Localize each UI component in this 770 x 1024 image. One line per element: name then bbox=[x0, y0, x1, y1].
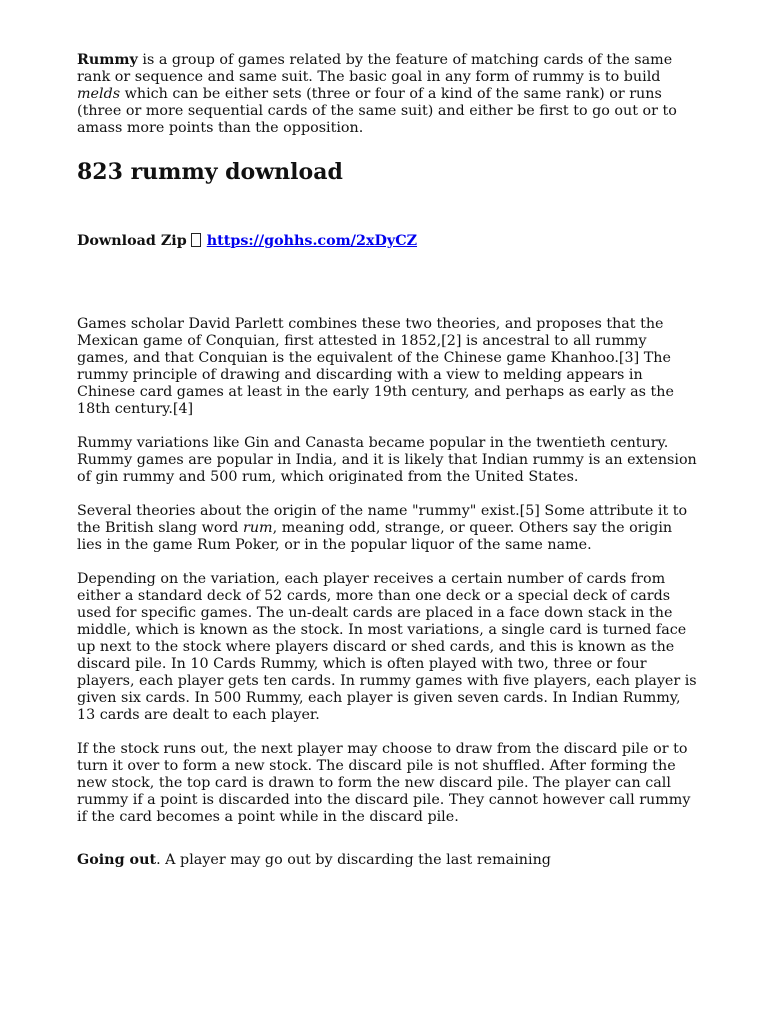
going-out-term: Going out bbox=[77, 852, 157, 868]
origin-rum: rum bbox=[243, 520, 273, 536]
box-icon bbox=[191, 233, 201, 247]
paragraph-origin bbox=[77, 503, 697, 554]
paragraph-dealing: Depending on the variation, each player receives a certain number of cards from either a standard deck of 52 cards, more than one deck or a special deck of cards used for specific games. The un-dealt cards are placed in a face down stack in the middle, which is known as the stock. In most variations, a single card is turned face up next to the stock where players discard or shed cards, and this is known as the discard pile. In 10 Cards Rummy, which is often played with two, three or four players, each player gets ten cards. In rummy games with five players, each player is given six cards. In 500 Rummy, each player is given seven cards. In Indian Rummy, 13 cards are dealt to each player. bbox=[77, 571, 697, 723]
paragraph-going-out bbox=[77, 852, 697, 869]
intro-term: Rummy bbox=[77, 52, 138, 68]
paragraph-variations: Rummy variations like Gin and Canasta became popular in the twentieth century. Rummy games are popular in India, and it is likely that Indian rummy is an extension of gin rummy and 500 rum, which originated from the United States. bbox=[77, 435, 697, 485]
download-label: Download Zip bbox=[77, 233, 187, 249]
document-body bbox=[77, 52, 697, 869]
download-link[interactable]: https://gohhs.com/2xDyCZ bbox=[206, 233, 418, 249]
intro-melds: melds bbox=[77, 86, 121, 102]
paragraph-stock: If the stock runs out, the next player may choose to draw from the discard pile or to turn it over to form a new stock. The discard pile is not shuffled. After forming the new stock, the top card is drawn to form the new discard pile. The player can call rummy if a point is discarded into the discard pile. They cannot however call rummy if the card becomes a point while in the discard pile. bbox=[77, 741, 691, 825]
origin-text-1: Several theories about the origin of the name "rummy" exist.[5] Some attribute it to the British slang word bbox=[77, 503, 688, 536]
download-line bbox=[77, 233, 697, 250]
page-title: 823 rummy download bbox=[77, 159, 343, 185]
going-out-text: . A player may go out by discarding the last remaining bbox=[156, 852, 551, 868]
paragraph-parlett: Games scholar David Parlett combines these two theories, and proposes that the Mexican game of Conquian, first attested in 1852,[2] is ancestral to all rummy games, and that Conquian is the equivalent of the Chinese game Khanhoo.[3] The rummy principle of drawing and discarding with a view to melding appears in Chinese card games at least in the early 19th century, and perhaps as early as the 18th century.[4] bbox=[77, 316, 674, 417]
origin-text-2: , meaning odd, strange, or queer. Others say the origin lies in the game Rum Poker, or in the popular liquor of the same name. bbox=[77, 520, 673, 553]
intro-text-1: is a group of games related by the feature of matching cards of the same rank or sequence and same suit. The basic goal in any form of rummy is to build bbox=[77, 52, 673, 85]
intro-text-2: which can be either sets (three or four of a kind of the same rank) or runs (three or more sequential cards of the same suit) and either be first to go out or to amass more points than the opposition. bbox=[77, 86, 677, 136]
intro-paragraph bbox=[77, 52, 697, 137]
